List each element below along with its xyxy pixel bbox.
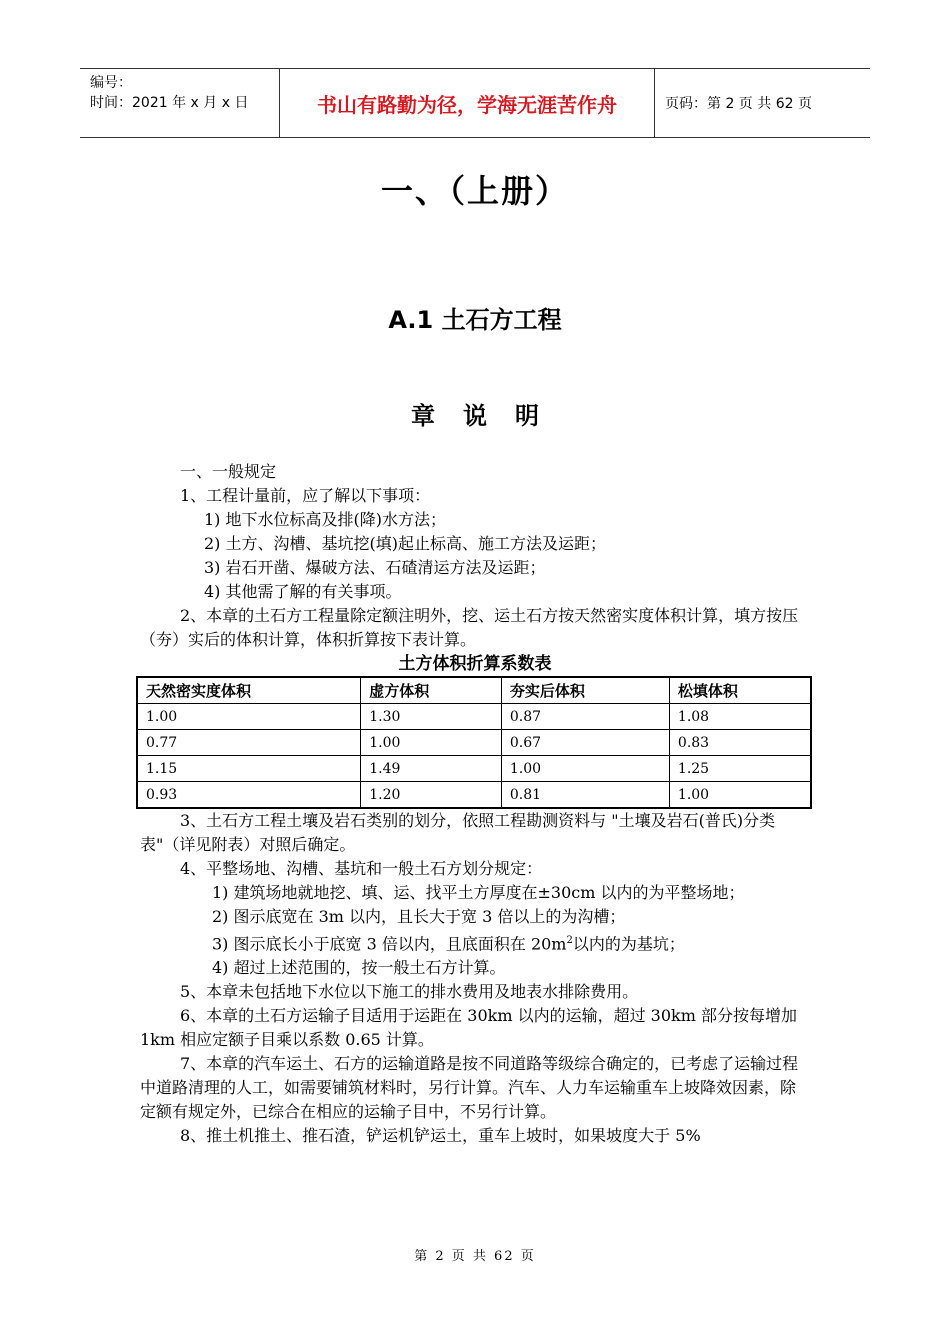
table-cell: 0.81 [501,782,669,809]
paragraph: 3、土石方工程土壤及岩石类别的划分，依照工程勘测资料与 "土壤及岩石(普氏)分类表"（详见附表）对照后确定。 [140,811,776,854]
table-cell: 1.25 [669,756,811,782]
paragraph: 7、本章的汽车运土、石方的运输道路是按不同道路等级综合确定的，已考虑了运输过程中道路清理的人工，如需要铺筑材料时，另行计算。汽车、人力车运输重车上坡降效因素，除定额有规定外，已综合在相应的运输子目中，不另行计算。 [140,1054,799,1122]
superscript: 2 [566,935,573,946]
paragraph: 2、本章的土石方工程量除定额注明外，挖、运土石方按天然密实度体积计算，填方按压（夯）实后的体积计算，体积折算按下表计算。 [140,606,799,649]
table-cell: 1.15 [137,756,361,782]
header-page-info: 页码：第 2 页 共 62 页 [665,96,812,112]
section-title: A.1 土石方工程 [388,306,562,334]
table-cell: 1.20 [361,782,502,809]
table-cell: 1.00 [361,730,502,756]
paragraph: 8、推土机推土、推石渣，铲运机铲运土，重车上坡时，如果坡度大于 5% [180,1126,701,1146]
table-cell: 1.30 [361,704,502,730]
table-header-cell: 天然密实度体积 [137,677,361,704]
conversion-table [136,676,812,809]
header-number: 编号： [90,75,132,91]
page-header [80,68,870,138]
paragraph: 1、工程计量前，应了解以下事项： [180,486,431,505]
list-item: 1) 地下水位标高及排(降)水方法； [204,510,446,529]
table-cell: 0.93 [137,782,361,809]
paragraph: 6、本章的土石方运输子目适用于运距在 30km 以内的运输，超过 30km 部分按每增加 1km 相应定额子目乘以系数 0.65 计算。 [140,1006,797,1050]
table-cell: 1.00 [501,756,669,782]
table-cell: 0.83 [669,730,811,756]
chapter-title: 章说明 [411,402,567,430]
paragraph: 5、本章未包括地下水位以下施工的排水费用及地表水排除费用。 [180,982,639,1002]
table-cell: 1.00 [669,782,811,809]
table-row [137,756,811,782]
table-cell: 1.49 [361,756,502,782]
table-row [137,704,811,730]
table-cell: 0.77 [137,730,361,756]
header-time: 时间：2021 年 x 月 x 日 [90,95,249,111]
table-header-row [137,677,811,704]
list-item: 2) 土方、沟槽、基坑挖(填)起止标高、施工方法及运距； [204,534,606,553]
table-header-cell: 松填体积 [669,677,811,704]
header-meta [80,69,280,137]
table-cell: 1.08 [669,704,811,730]
list-item: 4) 其他需了解的有关事项。 [204,582,402,601]
page-footer: 第 2 页 共 62 页 [414,1249,536,1264]
list-item-text: 以内的为基坑； [572,934,685,954]
list-item-text: 3) 图示底长小于底宽 3 倍以内，且底面积在 20m [212,934,567,954]
table-header-cell: 夯实后体积 [501,677,669,704]
table-cell: 0.67 [501,730,669,756]
volume-title: 一、（上册） [380,172,569,210]
paragraph: 4、平整场地、沟槽、基坑和一般土石方划分规定： [180,859,543,878]
table-title: 土方体积折算系数表 [398,654,552,674]
table-header-cell: 虚方体积 [361,677,502,704]
list-item: 2) 图示底宽在 3m 以内，且长大于宽 3 倍以上的为沟槽； [212,907,626,926]
list-item [140,929,810,956]
list-item: 1) 建筑场地就地挖、填、运、找平土方厚度在±30cm 以内的为平整场地； [212,883,745,902]
table-row [137,782,811,809]
header-motto: 书山有路勤为径，学海无涯苦作舟 [280,69,655,137]
document-body [140,460,810,1148]
paragraph: 一、一般规定 [180,462,277,481]
table-cell: 0.87 [501,704,669,730]
table-cell: 1.00 [137,704,361,730]
list-item: 4) 超过上述范围的，按一般土石方计算。 [212,958,506,978]
table-row [137,730,811,756]
list-item: 3) 岩石开凿、爆破方法、石碴清运方法及运距； [204,558,546,577]
